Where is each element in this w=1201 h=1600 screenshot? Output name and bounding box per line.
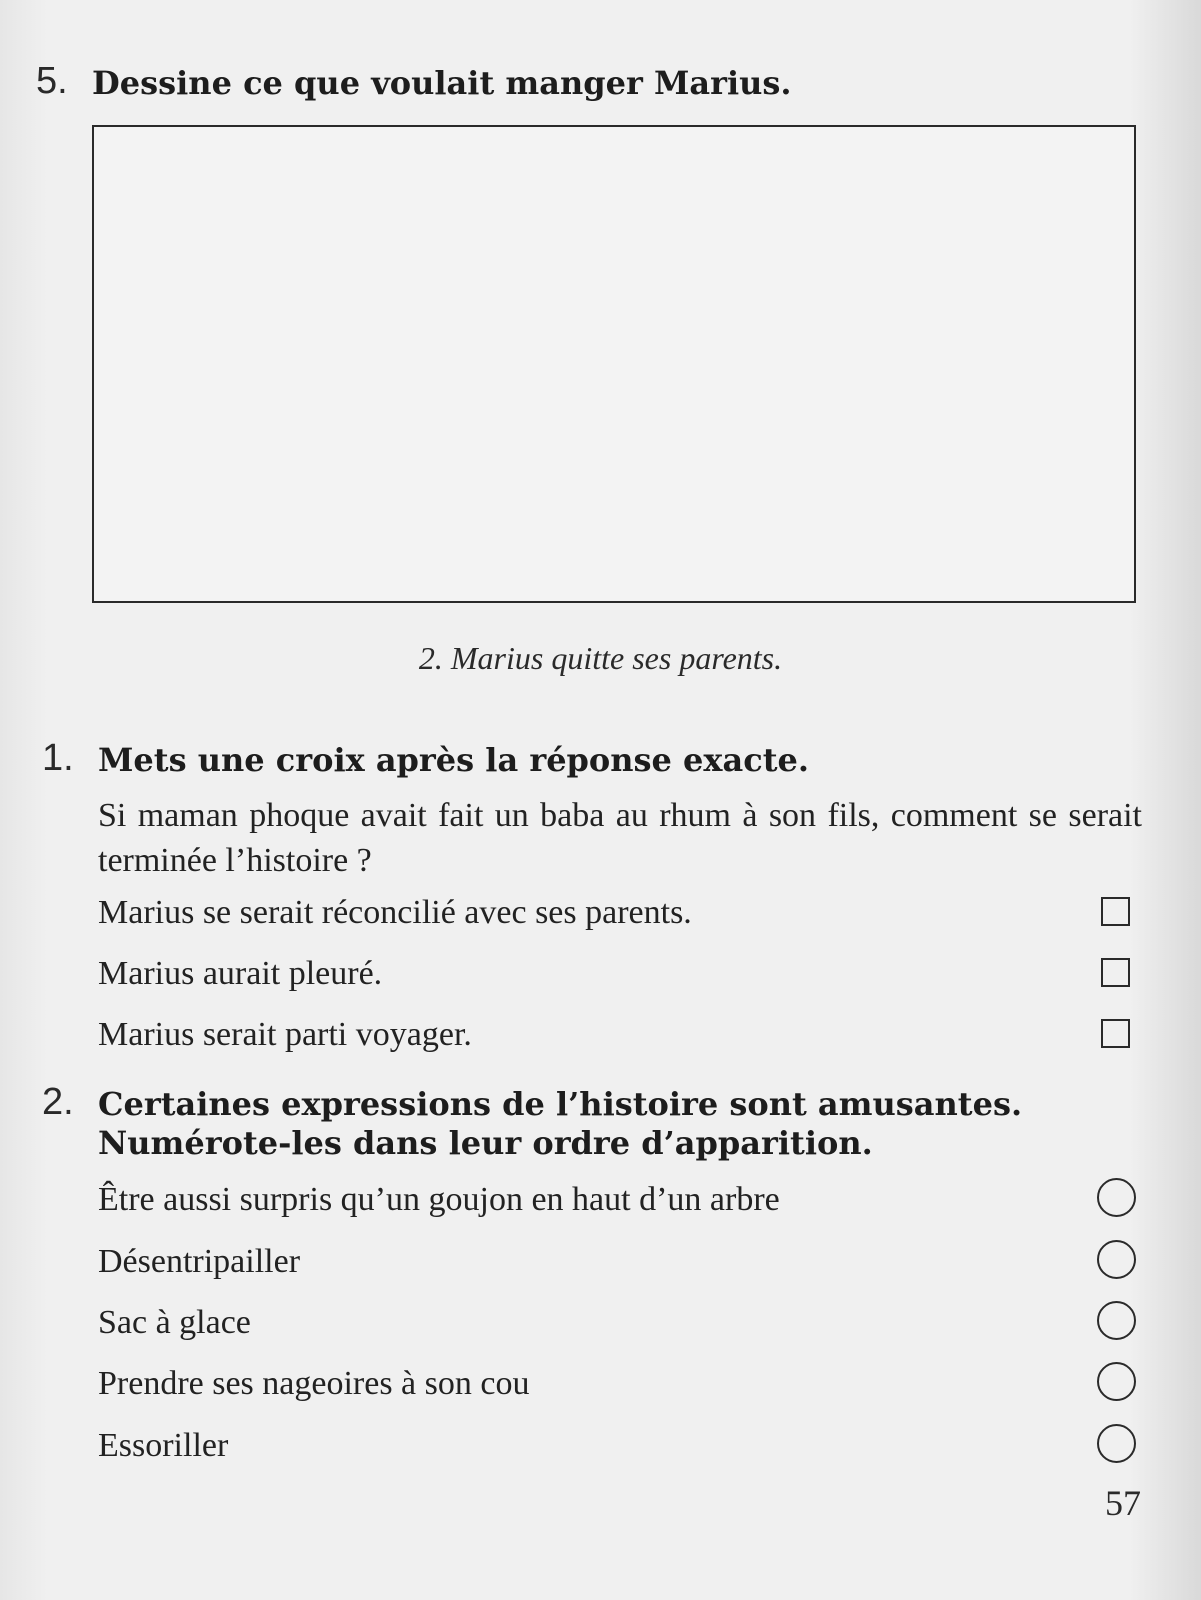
question-2-title-line-1: Certaines expressions de l’histoire sont amusantes. bbox=[98, 1085, 1023, 1123]
expression-item bbox=[98, 1237, 1146, 1287]
expression-label: Essoriller bbox=[98, 1427, 229, 1464]
question-2-number: 2. bbox=[42, 1081, 74, 1123]
question-1-number: 1. bbox=[42, 737, 74, 779]
expression-item bbox=[98, 1175, 1146, 1225]
order-number-circle[interactable] bbox=[1097, 1178, 1136, 1217]
expression-label: Être aussi surpris qu’un goujon en haut d’un arbre bbox=[98, 1181, 780, 1218]
order-number-circle[interactable] bbox=[1097, 1240, 1136, 1279]
answer-checkbox[interactable] bbox=[1101, 1019, 1130, 1048]
drawing-box[interactable] bbox=[92, 125, 1136, 603]
expression-item bbox=[98, 1298, 1146, 1348]
chapter-subtitle: 2. Marius quitte ses parents. bbox=[418, 640, 783, 676]
expression-item bbox=[98, 1359, 1146, 1409]
question-1-title: Mets une croix après la réponse exacte. bbox=[98, 741, 809, 779]
question-2-title-line-2: Numérote-les dans leur ordre d’apparition. bbox=[98, 1124, 873, 1162]
answer-option-label: Marius se serait réconcilié avec ses parents. bbox=[98, 894, 692, 931]
order-number-circle[interactable] bbox=[1097, 1424, 1136, 1463]
expression-item bbox=[98, 1421, 1146, 1471]
answer-option-label: Marius aurait pleuré. bbox=[98, 955, 383, 992]
answer-option bbox=[98, 888, 1146, 938]
answer-option bbox=[98, 1010, 1146, 1060]
expression-label: Sac à glace bbox=[98, 1304, 251, 1341]
question-5-title: Dessine ce que voulait manger Marius. bbox=[92, 64, 792, 102]
answer-checkbox[interactable] bbox=[1101, 958, 1130, 987]
expression-label: Désentripailler bbox=[98, 1243, 301, 1280]
order-number-circle[interactable] bbox=[1097, 1362, 1136, 1401]
answer-checkbox[interactable] bbox=[1101, 897, 1130, 926]
page-number: 57 bbox=[1105, 1483, 1141, 1523]
answer-option-label: Marius serait parti voyager. bbox=[98, 1016, 472, 1053]
answer-option bbox=[98, 949, 1146, 999]
question-5-number: 5. bbox=[36, 60, 68, 102]
question-1-prompt: Si maman phoque avait fait un baba au rhum à son fils, comment se serait terminée l’histoire ? bbox=[98, 797, 1142, 879]
expression-label: Prendre ses nageoires à son cou bbox=[98, 1365, 530, 1402]
order-number-circle[interactable] bbox=[1097, 1301, 1136, 1340]
